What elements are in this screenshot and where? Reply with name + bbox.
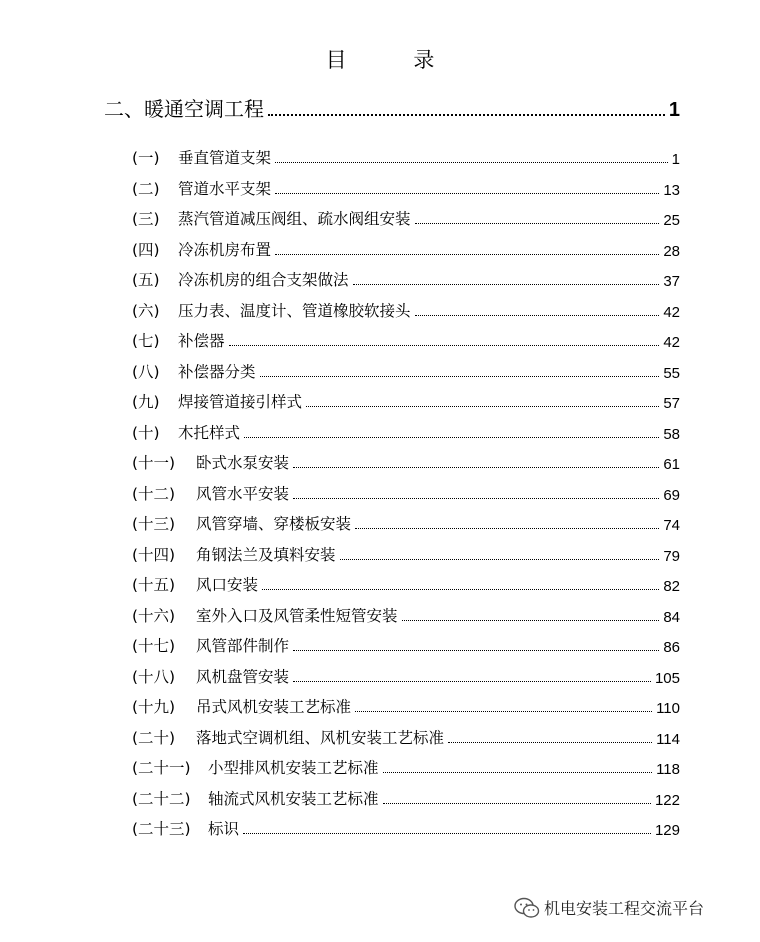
toc-entry-number: (十七) <box>132 637 176 655</box>
toc-entry-label: 垂直管道支架 <box>178 149 272 167</box>
toc-entry[interactable] <box>132 573 680 595</box>
toc-entry-label: 风管穿墙、穿楼板安装 <box>196 515 352 533</box>
leader-dots <box>402 620 660 621</box>
toc-entry-label: 冷冻机房布置 <box>178 240 272 259</box>
toc-entry[interactable] <box>132 299 680 321</box>
leader-dots <box>275 254 659 255</box>
toc-entry-page: 57 <box>663 395 680 412</box>
leader-dots <box>275 162 668 163</box>
leader-dots <box>260 376 660 377</box>
watermark-text: 机电安装工程交流平台 <box>544 899 705 918</box>
leader-dots <box>355 711 652 712</box>
toc-entry-label: 补偿器 <box>178 332 225 350</box>
toc-entry-label: 管道水平支架 <box>178 179 272 198</box>
toc-entry-label: 风机盘管安装 <box>196 667 290 686</box>
toc-entry-page: 118 <box>656 761 680 778</box>
toc-entry-label: 吊式风机安装工艺标准 <box>196 698 352 716</box>
leader-dots <box>268 114 665 116</box>
toc-entry[interactable] <box>132 512 680 534</box>
toc-main-entry[interactable] <box>104 94 680 122</box>
toc-entry[interactable] <box>132 177 680 199</box>
toc-entry-number: (十) <box>132 423 160 442</box>
toc-entry[interactable] <box>132 482 680 504</box>
leader-dots <box>293 498 659 499</box>
wechat-icon <box>514 897 540 919</box>
toc-entry-label: 风口安装 <box>196 576 259 594</box>
toc-entry-page: 55 <box>663 364 680 382</box>
toc-entry-number: (二十三) <box>132 820 191 838</box>
toc-entry-page: 25 <box>663 212 680 229</box>
toc-entry[interactable] <box>132 604 680 626</box>
toc-entry-label: 风管部件制作 <box>196 637 290 655</box>
leader-dots <box>448 742 652 743</box>
toc-entry[interactable] <box>132 451 680 473</box>
toc-entry-label: 木托样式 <box>178 423 241 442</box>
leader-dots <box>415 315 660 316</box>
toc-entry-page: 13 <box>663 181 680 199</box>
toc-entry-page: 86 <box>663 639 680 656</box>
toc-entry-label: 小型排风机安装工艺标准 <box>208 759 379 777</box>
toc-entry-label: 焊接管道接引样式 <box>178 393 303 411</box>
toc-entry-label: 轴流式风机安装工艺标准 <box>208 789 379 808</box>
toc-entry-label: 角钢法兰及填料安装 <box>196 545 336 564</box>
toc-entry-number: (十三) <box>132 515 176 533</box>
toc-entry-number: (十八) <box>132 667 176 686</box>
toc-entry-label: 卧式水泵安装 <box>196 454 290 472</box>
toc-entry-page: 61 <box>663 456 680 473</box>
leader-dots <box>243 833 651 834</box>
leader-dots <box>383 803 651 804</box>
toc-entry[interactable] <box>132 360 680 382</box>
toc-entry-page: 37 <box>663 273 680 290</box>
toc-entry-number: (二十) <box>132 728 176 747</box>
toc-entry-label: 标识 <box>208 820 240 838</box>
leader-dots <box>293 650 659 651</box>
leader-dots <box>306 406 659 407</box>
toc-entry-page: 105 <box>654 669 680 687</box>
toc-entry[interactable] <box>132 207 680 229</box>
toc-entry[interactable] <box>132 817 680 839</box>
leader-dots <box>383 772 653 773</box>
leader-dots <box>353 284 660 285</box>
toc-entry[interactable] <box>132 421 680 443</box>
toc-entry-number: (一) <box>132 149 160 167</box>
leader-dots <box>340 559 660 560</box>
toc-entry-number: (十二) <box>132 484 176 503</box>
toc-entry-number: (十六) <box>132 606 176 625</box>
leader-dots <box>355 528 659 529</box>
toc-entry[interactable] <box>132 268 680 290</box>
leader-dots <box>415 223 660 224</box>
toc-entry-label: 落地式空调机组、风机安装工艺标准 <box>196 728 445 747</box>
watermark <box>514 896 704 919</box>
leader-dots <box>293 681 651 682</box>
toc-entry[interactable] <box>132 787 680 809</box>
toc-entry-label: 补偿器分类 <box>178 362 256 381</box>
toc-entry-page: 42 <box>663 303 680 321</box>
toc-entry-page: 74 <box>663 517 680 534</box>
leader-dots <box>293 467 659 468</box>
leader-dots <box>244 437 659 438</box>
toc-entry[interactable] <box>132 634 680 656</box>
toc-entry-page: 110 <box>656 700 680 717</box>
toc-entry-number: (十一) <box>132 454 176 472</box>
toc-entry-number: (十五) <box>132 576 176 594</box>
toc-entry[interactable] <box>132 146 680 168</box>
toc-entry[interactable] <box>132 238 680 260</box>
toc-entry-number: (十四) <box>132 545 176 564</box>
toc-entry-page: 84 <box>663 608 680 626</box>
toc-entry-number: (二十一) <box>132 759 191 777</box>
toc-entry-label: 压力表、温度计、管道橡胶软接头 <box>178 301 411 320</box>
toc-list <box>132 146 680 848</box>
toc-entry-page: 69 <box>663 486 680 504</box>
toc-entry[interactable] <box>132 695 680 717</box>
toc-entry[interactable] <box>132 543 680 565</box>
toc-entry[interactable] <box>132 390 680 412</box>
toc-entry-number: (四) <box>132 240 160 259</box>
leader-dots <box>262 589 659 590</box>
toc-entry-label: 风管水平安装 <box>196 484 290 503</box>
toc-entry-page: 28 <box>663 242 680 260</box>
toc-main-page: 1 <box>668 99 680 121</box>
toc-entry-number: (五) <box>132 271 160 289</box>
toc-entry[interactable] <box>132 665 680 687</box>
toc-entry-number: (八) <box>132 362 160 381</box>
toc-entry-page: 129 <box>654 822 680 839</box>
toc-entry-page: 1 <box>671 151 680 168</box>
leader-dots <box>275 193 659 194</box>
toc-entry-number: (三) <box>132 210 160 228</box>
toc-entry-label: 蒸汽管道减压阀组、疏水阀组安装 <box>178 210 411 228</box>
toc-entry-number: (十九) <box>132 698 176 716</box>
toc-entry-page: 58 <box>663 425 680 443</box>
toc-entry[interactable] <box>132 329 680 351</box>
toc-entry-label: 室外入口及风管柔性短管安装 <box>196 606 398 625</box>
toc-entry-number: (二) <box>132 179 160 198</box>
toc-entry-number: (六) <box>132 301 160 320</box>
page-title: 目 录 <box>325 48 465 72</box>
leader-dots <box>229 345 660 346</box>
toc-entry-page: 122 <box>654 791 680 809</box>
toc-entry-page: 42 <box>663 334 680 351</box>
toc-entry-number: (九) <box>132 393 160 411</box>
toc-entry-number: (二十二) <box>132 789 191 808</box>
toc-entry[interactable] <box>132 726 680 748</box>
toc-main-label: 二、暖通空调工程 <box>104 97 264 121</box>
toc-entry-page: 114 <box>656 730 680 748</box>
toc-entry[interactable] <box>132 756 680 778</box>
toc-entry-page: 79 <box>663 547 680 565</box>
toc-entry-page: 82 <box>663 578 680 595</box>
toc-entry-label: 冷冻机房的组合支架做法 <box>178 271 349 289</box>
toc-entry-number: (七) <box>132 332 160 350</box>
